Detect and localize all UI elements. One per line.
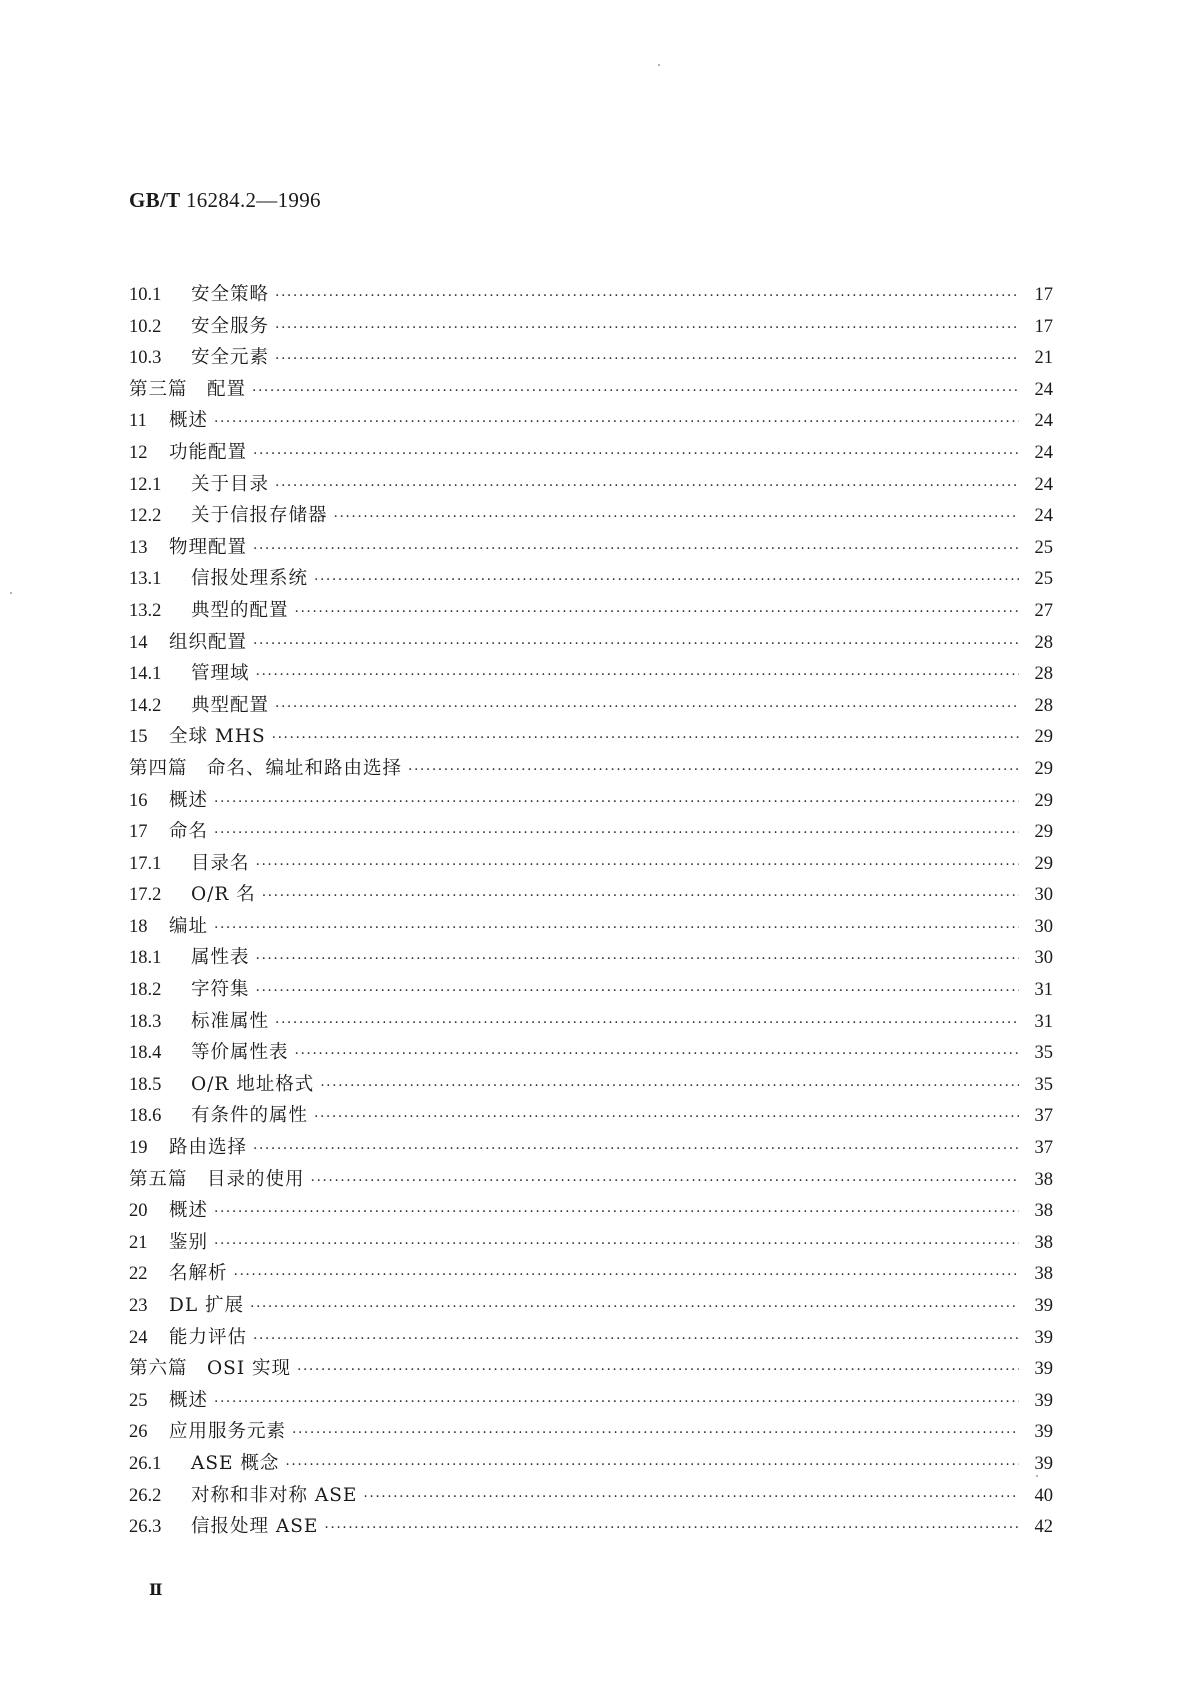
toc-entry-title: O/R 地址格式 <box>191 1073 315 1095</box>
toc-entry-title: 编址 <box>169 915 209 937</box>
toc-dot-leader <box>214 920 1019 936</box>
toc-dot-leader <box>275 320 1019 336</box>
toc-entry <box>129 596 1053 628</box>
toc-entry-number: 23 <box>129 1296 148 1316</box>
toc-entry-title: 命名 <box>169 821 209 843</box>
toc-dot-leader <box>262 888 1019 904</box>
toc-entry-number: 13.2 <box>129 600 162 621</box>
toc-dot-leader <box>292 1425 1019 1441</box>
toc-part-title: 第五篇 目录的使用 <box>129 1168 305 1190</box>
toc-entry-title: 安全元素 <box>191 347 270 369</box>
toc-dot-leader <box>253 1331 1019 1347</box>
toc-entry-title: 属性表 <box>191 947 250 969</box>
toc-dot-leader <box>295 604 1019 620</box>
toc-page-number: 17 <box>1034 316 1053 337</box>
toc-entry-title: 组织配置 <box>169 631 248 653</box>
toc-entry-title: 典型配置 <box>191 694 270 716</box>
toc-entry-number: 10.2 <box>129 316 162 337</box>
toc-entry-title: 概述 <box>169 1200 209 1222</box>
toc-dot-leader <box>253 636 1019 652</box>
document-header <box>129 188 321 213</box>
toc-entry <box>129 880 1053 912</box>
scan-speck <box>1036 1475 1038 1477</box>
toc-dot-leader <box>256 951 1019 967</box>
toc-entry <box>129 1196 1053 1228</box>
toc-entry <box>129 1259 1053 1291</box>
toc-entry <box>129 912 1053 944</box>
toc-entry <box>129 1228 1053 1260</box>
toc-entry-number: 18.3 <box>129 1011 162 1032</box>
toc-entry-title: 信报处理系统 <box>191 568 309 590</box>
toc-dot-leader <box>256 857 1019 873</box>
toc-entry-title: 等价属性表 <box>191 1042 289 1064</box>
toc-part-title: 第六篇 OSI 实现 <box>129 1358 292 1380</box>
page-number-roman: Ⅱ <box>149 1582 163 1599</box>
toc-entry <box>129 280 1053 312</box>
toc-entry <box>129 312 1053 344</box>
toc-entry <box>129 943 1053 975</box>
toc-entry-number: 14 <box>129 632 148 653</box>
scan-speck <box>10 592 12 594</box>
toc-entry <box>129 628 1053 660</box>
toc-entry <box>129 1070 1053 1102</box>
toc-entry <box>129 438 1053 470</box>
toc-page-number: 35 <box>1034 1043 1053 1064</box>
toc-entry <box>129 1165 1053 1197</box>
toc-page-number: 25 <box>1034 537 1053 558</box>
toc-entry-number: 20 <box>129 1201 148 1222</box>
toc-entry-number: 16 <box>129 790 148 811</box>
toc-dot-leader <box>295 1046 1019 1062</box>
toc-entry <box>129 1323 1053 1355</box>
toc-entry-number: 12.2 <box>129 506 162 527</box>
toc-entry-title: 信报处理 ASE <box>191 1516 319 1538</box>
standard-number: 16284.2—1996 <box>180 188 321 212</box>
toc-dot-leader <box>253 446 1019 462</box>
toc-dot-leader <box>297 1362 1019 1378</box>
toc-entry-number: 17.2 <box>129 885 162 906</box>
toc-entry-title: 能力评估 <box>169 1326 248 1348</box>
toc-entry <box>129 1101 1053 1133</box>
toc-page-number: 25 <box>1034 569 1053 590</box>
toc-page-number: 39 <box>1034 1327 1053 1348</box>
toc-entry-number: 26.3 <box>129 1517 162 1538</box>
toc-page-number: 31 <box>1034 980 1053 1001</box>
toc-page-number: 24 <box>1034 506 1053 527</box>
toc-entry <box>129 1354 1053 1386</box>
toc-entry-title: 概述 <box>169 1389 209 1411</box>
toc-entry-title: 有条件的属性 <box>191 1105 309 1127</box>
toc-page-number: 39 <box>1034 1359 1053 1380</box>
toc-page-number: 24 <box>1034 474 1053 495</box>
toc-page-number: 35 <box>1034 1074 1053 1095</box>
toc-dot-leader <box>324 1520 1019 1536</box>
toc-dot-leader <box>256 667 1019 683</box>
toc-entry <box>129 406 1053 438</box>
toc-entry-title: 标准属性 <box>191 1010 270 1032</box>
toc-page-number: 28 <box>1034 632 1053 653</box>
toc-entry <box>129 1007 1053 1039</box>
toc-entry <box>129 975 1053 1007</box>
toc-dot-leader <box>253 541 1019 557</box>
toc-entry-number: 10.3 <box>129 348 162 369</box>
toc-page-number: 30 <box>1034 916 1053 937</box>
toc-dot-leader <box>214 794 1019 810</box>
toc-dot-leader <box>272 730 1019 746</box>
toc-page-number: 29 <box>1034 853 1053 874</box>
toc-entry-number: 18.6 <box>129 1106 162 1127</box>
toc-page-number: 27 <box>1034 600 1053 621</box>
toc-dot-leader <box>334 509 1019 525</box>
toc-entry-title: 全球 MHS <box>169 726 266 748</box>
toc-dot-leader <box>275 699 1019 715</box>
toc-dot-leader <box>314 572 1019 588</box>
toc-entry <box>129 1291 1053 1323</box>
toc-page-number: 28 <box>1034 664 1053 685</box>
toc-page-number: 38 <box>1034 1232 1053 1253</box>
toc-dot-leader <box>252 383 1019 399</box>
toc-entry-number: 18.2 <box>129 980 162 1001</box>
toc-page-number: 38 <box>1034 1264 1053 1285</box>
toc-entry-number: 22 <box>129 1264 148 1285</box>
toc-page-number: 40 <box>1034 1485 1053 1506</box>
toc-page-number: 37 <box>1034 1106 1053 1127</box>
toc-entry-number: 21 <box>129 1232 148 1253</box>
scan-speck <box>658 64 660 66</box>
toc-entry <box>129 1481 1053 1513</box>
toc-entry-number: 14.2 <box>129 695 162 716</box>
toc-entry <box>129 659 1053 691</box>
toc-entry-number: 26 <box>129 1422 148 1443</box>
toc-page-number: 29 <box>1034 758 1053 779</box>
toc-page-number: 37 <box>1034 1138 1053 1159</box>
toc-entry <box>129 754 1053 786</box>
toc-dot-leader <box>253 1141 1019 1157</box>
toc-page-number: 30 <box>1034 885 1053 906</box>
toc-part-title: 第三篇 配置 <box>129 378 247 400</box>
toc-entry-number: 14.1 <box>129 664 162 685</box>
standard-prefix: GB/T <box>129 188 181 212</box>
toc-entry-number: 17 <box>129 822 148 843</box>
toc-entry-number: 12 <box>129 442 148 463</box>
toc-dot-leader <box>363 1489 1019 1505</box>
toc-entry-title: 关于信报存储器 <box>191 505 328 527</box>
toc-entry-title: 字符集 <box>191 979 250 1001</box>
toc-dot-leader <box>275 478 1019 494</box>
toc-entry-title: 目录名 <box>191 852 250 874</box>
toc-entry-title: 典型的配置 <box>191 599 289 621</box>
toc-entry <box>129 1449 1053 1481</box>
toc-dot-leader <box>214 825 1019 841</box>
toc-entry <box>129 375 1053 407</box>
toc-entry <box>129 564 1053 596</box>
toc-entry-title: 路由选择 <box>169 1137 248 1159</box>
toc-part-title: 第四篇 命名、编址和路由选择 <box>129 757 403 779</box>
toc-page-number: 29 <box>1034 727 1053 748</box>
toc-entry <box>129 533 1053 565</box>
toc-entry <box>129 786 1053 818</box>
toc-page-number: 39 <box>1034 1422 1053 1443</box>
toc-entry-title: 对称和非对称 ASE <box>191 1484 358 1506</box>
toc-dot-leader <box>320 1078 1019 1094</box>
toc-entry <box>129 1038 1053 1070</box>
toc-page-number: 21 <box>1034 348 1053 369</box>
toc-page-number: 24 <box>1034 411 1053 432</box>
toc-page-number: 17 <box>1034 285 1053 305</box>
toc-entry-number: 13.1 <box>129 569 162 590</box>
toc-entry-number: 19 <box>129 1138 148 1159</box>
toc-page-number: 24 <box>1034 442 1053 463</box>
toc-dot-leader <box>311 1173 1019 1189</box>
toc-entry-number: 13 <box>129 537 148 558</box>
toc-entry-title: 概述 <box>169 410 209 432</box>
toc-dot-leader <box>314 1109 1019 1125</box>
toc-entry <box>129 470 1053 502</box>
toc-entry <box>129 1133 1053 1165</box>
toc-dot-leader <box>408 762 1019 778</box>
toc-entry-title: 名解析 <box>169 1263 228 1285</box>
toc-entry-title: O/R 名 <box>191 884 256 906</box>
toc-page-number: 39 <box>1034 1296 1053 1316</box>
toc-page-number: 39 <box>1034 1453 1053 1474</box>
toc-dot-leader <box>214 1394 1019 1410</box>
toc-page-number: 42 <box>1034 1517 1053 1538</box>
toc-entry-title: 安全策略 <box>191 284 270 305</box>
toc-entry-number: 17.1 <box>129 853 162 874</box>
toc-page-number: 30 <box>1034 948 1053 969</box>
toc-entry-number: 18 <box>129 916 148 937</box>
toc-entry-number: 11 <box>129 411 147 432</box>
toc-dot-leader <box>275 1015 1019 1031</box>
toc-entry-title: 关于目录 <box>191 473 270 495</box>
toc-entry <box>129 691 1053 723</box>
toc-entry <box>129 722 1053 754</box>
toc-dot-leader <box>275 288 1019 304</box>
toc-entry-title: 管理域 <box>191 663 250 685</box>
toc-page-number: 29 <box>1034 822 1053 843</box>
table-of-contents <box>129 280 1053 1544</box>
toc-page-number: 29 <box>1034 790 1053 811</box>
toc-entry-number: 25 <box>129 1390 148 1411</box>
toc-entry-title: 功能配置 <box>169 441 248 463</box>
toc-entry-title: 鉴别 <box>169 1231 209 1253</box>
toc-entry-number: 18.5 <box>129 1074 162 1095</box>
toc-entry-number: 26.2 <box>129 1485 162 1506</box>
toc-entry <box>129 849 1053 881</box>
toc-entry <box>129 343 1053 375</box>
toc-dot-leader <box>214 1236 1019 1252</box>
toc-page-number: 38 <box>1034 1201 1053 1222</box>
toc-entry-number: 26.1 <box>129 1453 162 1474</box>
toc-entry-number: 18.1 <box>129 948 162 969</box>
toc-entry-title: ASE 概念 <box>191 1452 280 1474</box>
toc-dot-leader <box>214 414 1019 430</box>
toc-dot-leader <box>250 1299 1019 1315</box>
toc-page-number: 28 <box>1034 695 1053 716</box>
toc-entry <box>129 1417 1053 1449</box>
toc-entry-title: 物理配置 <box>169 536 248 558</box>
toc-entry-title: DL 扩展 <box>169 1295 244 1316</box>
toc-entry <box>129 1386 1053 1418</box>
toc-entry-title: 概述 <box>169 789 209 811</box>
toc-dot-leader <box>234 1267 1019 1283</box>
toc-entry <box>129 1512 1053 1544</box>
toc-entry-number: 18.4 <box>129 1043 162 1064</box>
toc-entry-number: 10.1 <box>129 285 162 305</box>
toc-page-number: 38 <box>1034 1169 1053 1190</box>
toc-dot-leader <box>256 983 1019 999</box>
toc-dot-leader <box>285 1457 1019 1473</box>
toc-entry <box>129 501 1053 533</box>
toc-dot-leader <box>275 351 1019 367</box>
toc-entry-number: 12.1 <box>129 474 162 495</box>
toc-dot-leader <box>214 1204 1019 1220</box>
toc-page-number: 24 <box>1034 379 1053 400</box>
toc-entry-title: 应用服务元素 <box>169 1421 287 1443</box>
toc-entry <box>129 817 1053 849</box>
toc-page-number: 39 <box>1034 1390 1053 1411</box>
toc-entry-number: 24 <box>129 1327 148 1348</box>
toc-entry-title: 安全服务 <box>191 315 270 337</box>
toc-entry-number: 15 <box>129 727 148 748</box>
toc-page-number: 31 <box>1034 1011 1053 1032</box>
